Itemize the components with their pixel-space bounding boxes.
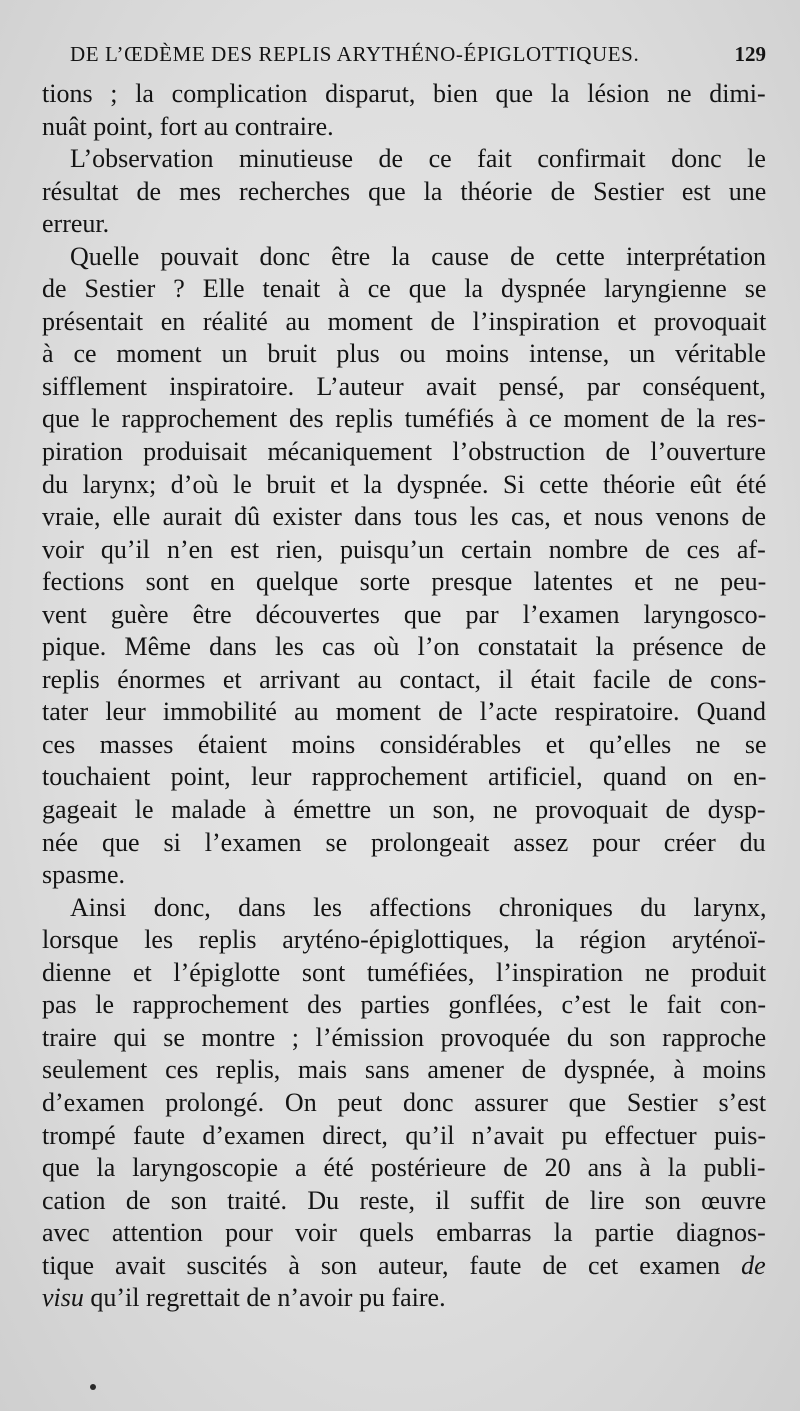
text-line (42, 599, 766, 632)
line-text: pique. Même dans les cas où l’on constatait la présence de (42, 632, 767, 662)
line-text: Quelle pouvait donc être la cause de cette interprétation (70, 241, 766, 271)
line-text: voir qu’il n’en est rien, puisqu’un certain nombre de ces af- (42, 534, 766, 564)
line-text: tique avait suscités à son auteur, faute de cet examen (42, 1250, 721, 1280)
line-text: vraie, elle aurait dû exister dans tous les cas, et nous venons de (42, 502, 767, 532)
text-line (42, 1217, 766, 1250)
running-title: DE L’ŒDÈME DES REPLIS ARYTHÉNO-ÉPIGLOTTIQUES. (70, 42, 640, 66)
line-text: erreur. (42, 209, 110, 239)
line-text: gageait le malade à émettre un son, ne provoquait de dysp- (42, 795, 766, 825)
print-speck (90, 1384, 96, 1390)
text-line (42, 501, 766, 534)
line-text: dienne et l’épiglotte sont tuméfiées, l’inspiration ne produit (42, 957, 767, 987)
line-text: piration produisait mécaniquement l’obstruction de l’ouverture (42, 437, 766, 467)
text-line (42, 469, 766, 502)
italic-text: visu (42, 1283, 84, 1313)
line-text: lorsque les replis aryténo-épiglottiques, la région aryténoï- (42, 925, 766, 955)
line-text: à ce moment un bruit plus ou moins intense, un véritable (42, 339, 766, 369)
line-text: spasme. (42, 860, 126, 890)
text-line (42, 306, 766, 339)
line-text: vent guère être découvertes que par l’examen laryngosco- (42, 599, 767, 629)
text-line (42, 111, 766, 144)
text-line (42, 273, 766, 306)
text-line (42, 1185, 766, 1218)
text-line (42, 1250, 766, 1283)
text-line (42, 338, 766, 371)
line-text: du larynx; d’où le bruit et la dyspnée. Si cette théorie eût été (42, 469, 767, 499)
text-line (42, 1054, 766, 1087)
body-text (42, 78, 766, 1315)
line-text: née que si l’examen se prolongeait assez pour créer du (42, 827, 766, 857)
line-text: trompé faute d’examen direct, qu’il n’avait pu effectuer puis- (42, 1120, 767, 1150)
text-line (42, 924, 766, 957)
line-text: seulement ces replis, mais sans amener de dyspnée, à moins (42, 1055, 767, 1085)
text-line (42, 1087, 766, 1120)
line-text: nuât point, fort au contraire. (42, 111, 334, 141)
line-text: Ainsi donc, dans les affections chroniques du larynx, (70, 892, 767, 922)
text-line (42, 827, 766, 860)
text-line (42, 176, 766, 209)
text-line (42, 696, 766, 729)
text-line (42, 371, 766, 404)
text-line (42, 892, 766, 925)
line-text: traire qui se montre ; l’émission provoquée du son rapproche (42, 1022, 767, 1052)
line-text: présentait en réalité au moment de l’inspiration et provoquait (42, 306, 767, 336)
running-header (70, 42, 766, 67)
text-line (42, 78, 766, 111)
line-text: replis énormes et arrivant au contact, il était facile de cons- (42, 664, 767, 694)
line-text: L’observation minutieuse de ce fait confirmait donc le (70, 144, 766, 174)
line-text: sifflement inspiratoire. L’auteur avait pensé, par conséquent, (42, 371, 766, 401)
page-number: 129 (734, 42, 766, 66)
text-line (42, 761, 766, 794)
line-text: d’examen prolongé. On peut donc assurer que Sestier s’est (42, 1087, 767, 1117)
line-text: que la laryngoscopie a été postérieure de 20 ans à la publi- (42, 1153, 766, 1183)
text-line (42, 1022, 766, 1055)
italic-text: de (741, 1250, 766, 1280)
line-text: que le rapprochement des replis tuméfiés à ce moment de la res- (42, 404, 766, 434)
text-line (42, 208, 766, 241)
text-line (42, 989, 766, 1022)
text-line (42, 859, 766, 892)
line-text: de Sestier ? Elle tenait à ce que la dyspnée laryngienne se (42, 274, 767, 304)
line-text: tions ; la complication disparut, bien que la lésion ne dimi- (42, 79, 766, 108)
text-line (42, 1282, 766, 1315)
text-line (42, 534, 766, 567)
text-line (42, 436, 766, 469)
line-text: ces masses étaient moins considérables et qu’elles ne se (42, 729, 767, 759)
text-line (42, 566, 766, 599)
line-text: fections sont en quelque sorte presque latentes et ne peu- (42, 567, 767, 597)
text-line (42, 1152, 766, 1185)
line-text: avec attention pour voir quels embarras la partie diagnos- (42, 1218, 766, 1248)
text-line (42, 241, 766, 274)
line-text: cation de son traité. Du reste, il suffit de lire son œuvre (42, 1185, 767, 1215)
text-line (42, 729, 766, 762)
text-line (42, 143, 766, 176)
text-line (42, 794, 766, 827)
line-text: qu’il regrettait de n’avoir pu faire. (83, 1283, 446, 1313)
text-line (42, 631, 766, 664)
text-line (42, 957, 766, 990)
text-line (42, 664, 766, 697)
text-line (42, 403, 766, 436)
line-text: résultat de mes recherches que la théorie de Sestier est une (42, 176, 767, 206)
line-text: tater leur immobilité au moment de l’acte respiratoire. Quand (42, 697, 766, 727)
line-text: pas le rapprochement des parties gonflées, c’est le fait con- (42, 990, 767, 1020)
text-line (42, 1120, 766, 1153)
line-text: touchaient point, leur rapprochement artificiel, quand on en- (42, 762, 767, 792)
